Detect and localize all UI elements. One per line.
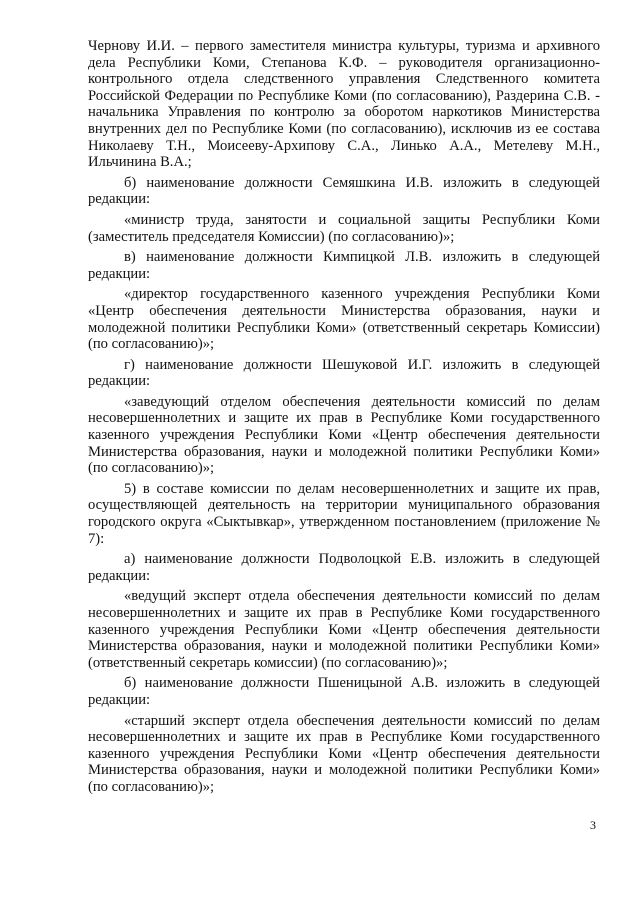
paragraph-item-b: б) наименование должности Семяшкина И.В. изложить в следующей редакции:: [88, 174, 600, 208]
paragraph-continuation: Чернову И.И. – первого заместителя министра культуры, туризма и архивного дела Республики Коми, Степанова К.Ф. – руководителя организационно-контрольного отдела следственного управления Следственного комитета Российской Федерации по Республике Коми (по согласованию), Раздерина С.В. - начальника Управления по контролю за оборотом наркотиков Министерства внутренних дел по Республике Коми (по согласованию), исключив из ее состава Николаеву Т.Н., Моисееву-Архипову С.А., Линько А.А., Метелеву М.Н., Ильчинина В.А.;: [88, 38, 600, 171]
paragraph-item-g: г) наименование должности Шешуковой И.Г. изложить в следующей редакции:: [88, 356, 600, 390]
page-number: 3: [590, 818, 596, 832]
paragraph-item-b2: б) наименование должности Пшеницыной А.В. изложить в следующей редакции:: [88, 675, 600, 708]
paragraph-quote-b2: «старший эксперт отдела обеспечения деятельности комиссий по делам несовершеннолетних и защите их прав в Республике Коми государственного казенного учреждения Республики Коми «Центр обеспечения деятельности Министерства образования, науки и молодежной политики Республики Коми» (по согласованию)»;: [88, 712, 600, 795]
paragraph-quote-v: «директор государственного казенного учреждения Республики Коми «Центр обеспечения деятельности Министерства образования, науки и молодежной политики Республики Коми» (ответственный секретарь Комиссии) (по согласованию)»;: [88, 286, 600, 353]
paragraph-item-v: в) наименование должности Кимпицкой Л.В. изложить в следующей редакции:: [88, 249, 600, 282]
paragraph-item-a: а) наименование должности Подволоцкой Е.В. изложить в следующей редакции:: [88, 551, 600, 584]
paragraph-item-5: 5) в составе комиссии по делам несовершеннолетних и защите их прав, осуществляющей деятельность на территории муниципального образования городского округа «Сыктывкар», утвержденном постановлением (приложение № 7):: [88, 480, 600, 547]
document-body: [88, 38, 600, 796]
paragraph-quote-b: «министр труда, занятости и социальной защиты Республики Коми (заместитель председателя Комиссии) (по согласованию)»;: [88, 211, 600, 245]
paragraph-quote-a: «ведущий эксперт отдела обеспечения деятельности комиссий по делам несовершеннолетних и защите их прав в Республике Коми государственного казенного учреждения Республики Коми «Центр обеспечения деятельности Министерства образования, науки и молодежной политики Республики Коми» (ответственный секретарь комиссии) (по согласованию)»;: [88, 588, 600, 671]
paragraph-quote-g: «заведующий отделом обеспечения деятельности комиссий по делам несовершеннолетних и защите их прав в Республике Коми государственного казенного учреждения Республики Коми «Центр обеспечения деятельности Министерства образования, науки и молодежной политики Республики Коми» (по согласованию)»;: [88, 393, 600, 477]
